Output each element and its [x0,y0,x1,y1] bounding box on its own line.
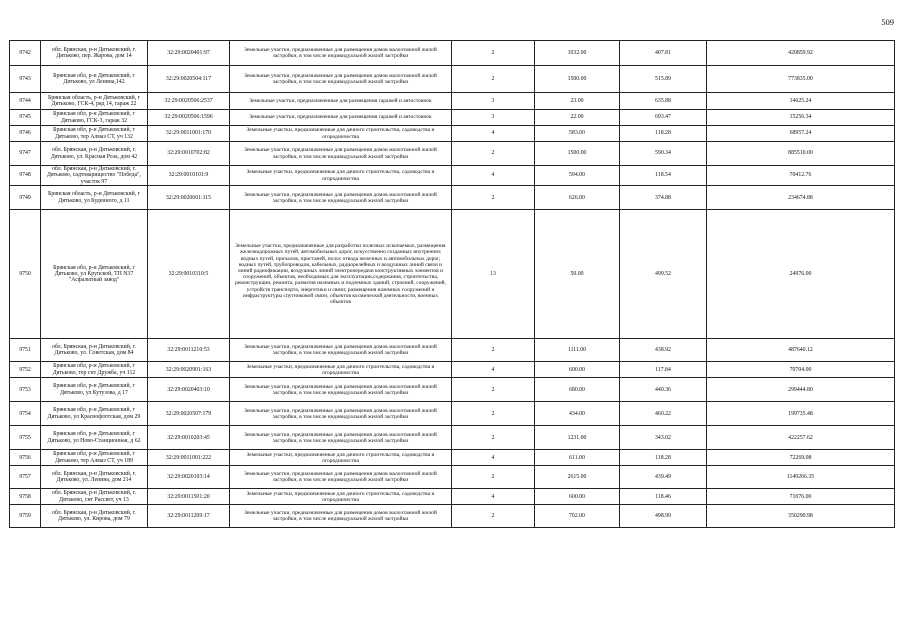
specific-value-cell: 374.88 [620,186,707,210]
land-use-description-cell: Земельные участки, предназначенные для размещения домов малоэтажной жилой застройки, в том числе индивидуальной жилой застройки [230,142,452,166]
address-cell: Брянская обл, р-н Дятьковский, г Дятьково, ул Краснофлотская, дом 29 [41,402,148,426]
group-code-cell: 4 [452,126,535,142]
specific-value-cell: 118.28 [620,450,707,466]
area-cell: 611.00 [535,450,620,466]
group-code-cell: 4 [452,362,535,378]
area-cell: 1032.00 [535,41,620,66]
land-use-description-cell: Земельные участки, предназначенные для дачного строительства, садоводства и огородничества [230,489,452,505]
row-number-cell: 9746 [10,126,41,142]
land-use-description-cell: Земельные участки, предназначенные для размещения домов малоэтажной жилой застройки, в том числе индивидуальной жилой застройки [230,186,452,210]
cadastral-value-cell: 299444.80 [707,378,895,402]
address-cell: Брянская обл, р-н Дятьковский, г Дятьково, тер Алмаз СТ, уч 189 [41,450,148,466]
specific-value-cell: 499.52 [620,210,707,339]
area-cell: 1500.00 [535,142,620,166]
cadastral-number-cell: 32:29:0010203:45 [148,426,230,450]
area-cell: 626.00 [535,186,620,210]
cadastral-number-cell: 32:29:0010310:5 [148,210,230,339]
address-cell: Брянская обл, р-н Дятьковский, г Дятьково, ГСК-3, гараж 32 [41,110,148,126]
group-code-cell: 2 [452,466,535,489]
table-row [10,489,895,505]
row-number-cell: 9747 [10,142,41,166]
group-code-cell: 2 [452,142,535,166]
cadastral-value-cell: 199735.48 [707,402,895,426]
row-number-cell: 9756 [10,450,41,466]
row-number-cell: 9750 [10,210,41,339]
specific-value-cell: 118.46 [620,489,707,505]
land-use-description-cell: Земельные участки, предназначенные для размещения домов малоэтажной жилой застройки, в том числе индивидуальной жилой застройки [230,402,452,426]
cadastral-value-table [9,40,895,528]
table-row [10,378,895,402]
group-code-cell: 3 [452,110,535,126]
row-number-cell: 9757 [10,466,41,489]
specific-value-cell: 118.28 [620,126,707,142]
row-number-cell: 9749 [10,186,41,210]
area-cell: 23.00 [535,93,620,110]
address-cell: Брянская обл, р-н Дятьковский, г Дятьково, тер Алмаз СТ, уч 132 [41,126,148,142]
row-number-cell: 9753 [10,378,41,402]
table-row [10,362,895,378]
area-cell: 594.00 [535,166,620,186]
address-cell: обл. Брянская, р-н Дятьковский, г. Дятьково, ул. Советская, дом 84 [41,339,148,362]
group-code-cell: 2 [452,66,535,93]
group-code-cell: 2 [452,41,535,66]
cadastral-value-cell: 15256.34 [707,110,895,126]
land-use-description-cell: Земельные участки, предназначенные для дачного строительства, садоводства и огородничества [230,126,452,142]
cadastral-number-cell: 32:29:0020601:115 [148,186,230,210]
group-code-cell: 4 [452,166,535,186]
row-number-cell: 9751 [10,339,41,362]
table-row [10,426,895,450]
land-use-description-cell: Земельные участки, предназначенные для разработки полезных ископаемых, размещения железнодорожных путей, автомобильных дорог, искусственно созданных внутренних водных путей, причалов, пристаней, полос отвода железных и автомобильных дорог, водных путей, трубопроводов, кабельных, радиорелейных и воздушных линий связи и линий радиофикации, воздушных линий электропередачи конструктивных элементов и сооружений, объектов, необходимых для эксплуатации,содержания, строительства, реконструкции, ремонта, развития наземных и подземных зданий, строений, сооружений, устройств транспорта, энергетики и связи; размещения наземных сооружений и инфраструктуры спутниковой связи, объектов космической деятельности, военных объектов [230,210,452,339]
cadastral-number-cell: 32:29:0020504:117 [148,66,230,93]
group-code-cell: 2 [452,505,535,528]
land-use-description-cell: Земельные участки, предназначенные для размещения гаражей и автостоянок [230,93,452,110]
specific-value-cell: 343.02 [620,426,707,450]
table-row [10,186,895,210]
row-number-cell: 9744 [10,93,41,110]
row-number-cell: 9758 [10,489,41,505]
specific-value-cell: 117.84 [620,362,707,378]
row-number-cell: 9754 [10,402,41,426]
group-code-cell: 2 [452,339,535,362]
cadastral-value-cell: 24976.00 [707,210,895,339]
group-code-cell: 4 [452,450,535,466]
address-cell: Брянская область, р-н Дятьковский, г Дятьково, ул Буденного, д 11 [41,186,148,210]
cadastral-value-cell: 420859.92 [707,41,895,66]
specific-value-cell: 407.81 [620,41,707,66]
land-use-description-cell: Земельные участки, предназначенные для размещения домов малоэтажной жилой застройки, в том числе индивидуальной жилой застройки [230,378,452,402]
cadastral-number-cell: 32:29:0020506:1596 [148,110,230,126]
cadastral-value-cell: 422257.62 [707,426,895,450]
group-code-cell: 3 [452,93,535,110]
row-number-cell: 9752 [10,362,41,378]
row-number-cell: 9742 [10,41,41,66]
table-row [10,505,895,528]
row-number-cell: 9755 [10,426,41,450]
cadastral-value-cell: 1149266.35 [707,466,895,489]
area-cell: 600.00 [535,489,620,505]
address-cell: обл. Брянская, р-н Дятьковский, г. Дятьково, ул. Ленина, дом 214 [41,466,148,489]
cadastral-number-cell: 32:29:0020507:179 [148,402,230,426]
address-cell: обл. Брянская, р-н Дятьковский, г. Дятьково, ул. Кирова, дом 79 [41,505,148,528]
area-cell: 1500.00 [535,66,620,93]
table-row [10,402,895,426]
cadastral-value-cell: 71076.00 [707,489,895,505]
specific-value-cell: 590.34 [620,142,707,166]
cadastral-value-cell: 350290.98 [707,505,895,528]
group-code-cell: 2 [452,426,535,450]
group-code-cell: 4 [452,489,535,505]
address-cell: обл. Брянская, р-н Дятьковский, г. Дятьково, садтоварищество "Победа", участок 97 [41,166,148,186]
specific-value-cell: 118.54 [620,166,707,186]
cadastral-value-cell: 70412.76 [707,166,895,186]
area-cell: 680.00 [535,378,620,402]
land-use-description-cell: Земельные участки, предназначенные для размещения домов малоэтажной жилой застройки, в том числе индивидуальной жилой застройки [230,426,452,450]
table-row [10,450,895,466]
address-cell: Брянская область, р-н Дятьковский, г Дятьково, ГСК-4, ряд 14, гараж 22 [41,93,148,110]
specific-value-cell: 693.47 [620,110,707,126]
land-use-description-cell: Земельные участки, предназначенные для дачного строительства, садоводства и огородничества [230,450,452,466]
area-cell: 1231.00 [535,426,620,450]
cadastral-value-cell: 234674.88 [707,186,895,210]
table-row [10,466,895,489]
land-use-description-cell: Земельные участки, предназначенные для размещения домов малоэтажной жилой застройки, в том числе индивидуальной жилой застройки [230,41,452,66]
group-code-cell: 2 [452,402,535,426]
cadastral-value-cell: 773835.00 [707,66,895,93]
specific-value-cell: 635.88 [620,93,707,110]
table-row [10,66,895,93]
address-cell: Брянская обл, р-н Дятьковский, г Дятьково, ул Ново-Станционная, д 62 [41,426,148,450]
table-row [10,142,895,166]
table-row [10,93,895,110]
area-cell: 2615.00 [535,466,620,489]
row-number-cell: 9759 [10,505,41,528]
specific-value-cell: 440.36 [620,378,707,402]
table-row [10,339,895,362]
cadastral-number-cell: 32:29:0010101:9 [148,166,230,186]
area-cell: 434.00 [535,402,620,426]
area-cell: 50.00 [535,210,620,339]
cadastral-value-cell: 885510.00 [707,142,895,166]
specific-value-cell: 439.49 [620,466,707,489]
group-code-cell: 2 [452,378,535,402]
table-row [10,110,895,126]
area-cell: 583.00 [535,126,620,142]
specific-value-cell: 498.99 [620,505,707,528]
row-number-cell: 9748 [10,166,41,186]
cadastral-value-cell: 68957.24 [707,126,895,142]
address-cell: обл. Брянская, р-н Дятьковский, г. Дятьково, пер. Жарова, дом 14 [41,41,148,66]
land-use-description-cell: Земельные участки, предназначенные для дачного строительства, садоводства и огородничества [230,362,452,378]
address-cell: обл. Брянская, р-н Дятьковский, г. Дятьково, снт Рассвет, уч 13 [41,489,148,505]
specific-value-cell: 438.92 [620,339,707,362]
specific-value-cell: 460.22 [620,402,707,426]
table-row [10,126,895,142]
cadastral-number-cell: 32:29:0011001:222 [148,450,230,466]
cadastral-value-cell: 487640.12 [707,339,895,362]
cadastral-number-cell: 32:29:0011210:53 [148,339,230,362]
land-use-description-cell: Земельные участки, предназначенные для дачного строительства, садоводства и огородничества [230,166,452,186]
area-cell: 600.00 [535,362,620,378]
land-use-description-cell: Земельные участки, предназначенные для размещения домов малоэтажной жилой застройки, в том числе индивидуальной жилой застройки [230,505,452,528]
cadastral-number-cell: 32:29:0010702:82 [148,142,230,166]
address-cell: Брянская обл, р-н Дятьковский, г Дятьково, тер снт Дружба, уч 112 [41,362,148,378]
specific-value-cell: 515.89 [620,66,707,93]
table-row [10,41,895,66]
address-cell: Брянская обл, р-н Дятьковский, г Дятьково, ул Кутузова, д 17 [41,378,148,402]
group-code-cell: 13 [452,210,535,339]
cadastral-number-cell: 32:29:0011209:17 [148,505,230,528]
page-number: 509 [881,17,894,27]
address-cell: обл. Брянская, р-н Дятьковский, г. Дятьково, ул. Красная Роза, дом 42 [41,142,148,166]
cadastral-value-cell: 72269.08 [707,450,895,466]
table-row [10,166,895,186]
group-code-cell: 2 [452,186,535,210]
area-cell: 22.00 [535,110,620,126]
cadastral-number-cell: 32:29:0020401:97 [148,41,230,66]
cadastral-number-cell: 32:29:0020506:2537 [148,93,230,110]
cadastral-number-cell: 32:29:0020901:163 [148,362,230,378]
land-use-description-cell: Земельные участки, предназначенные для размещения домов малоэтажной жилой застройки, в том числе индивидуальной жилой застройки [230,466,452,489]
land-use-description-cell: Земельные участки, предназначенные для размещения домов малоэтажной жилой застройки, в том числе индивидуальной жилой застройки [230,66,452,93]
cadastral-number-cell: 32:29:0011001:170 [148,126,230,142]
cadastral-value-cell: 70704.00 [707,362,895,378]
cadastral-value-cell: 14625.24 [707,93,895,110]
address-cell: Брянская обл, р-н Дятьковский, г Дятьково, ул Крупской, ТП N37 "Асфальтный завод" [41,210,148,339]
row-number-cell: 9745 [10,110,41,126]
land-use-description-cell: Земельные участки, предназначенные для размещения гаражей и автостоянок [230,110,452,126]
row-number-cell: 9743 [10,66,41,93]
cadastral-number-cell: 32:29:0020103:14 [148,466,230,489]
land-use-description-cell: Земельные участки, предназначенные для размещения домов малоэтажной жилой застройки, в том числе индивидуальной жилой застройки [230,339,452,362]
area-cell: 1111.00 [535,339,620,362]
table-row [10,210,895,339]
address-cell: Брянская обл, р-н Дятьковский, г Дятьково, ул Ленина,142 [41,66,148,93]
cadastral-number-cell: 32:29:0020403:10 [148,378,230,402]
area-cell: 702.00 [535,505,620,528]
cadastral-number-cell: 32:29:0011501:20 [148,489,230,505]
